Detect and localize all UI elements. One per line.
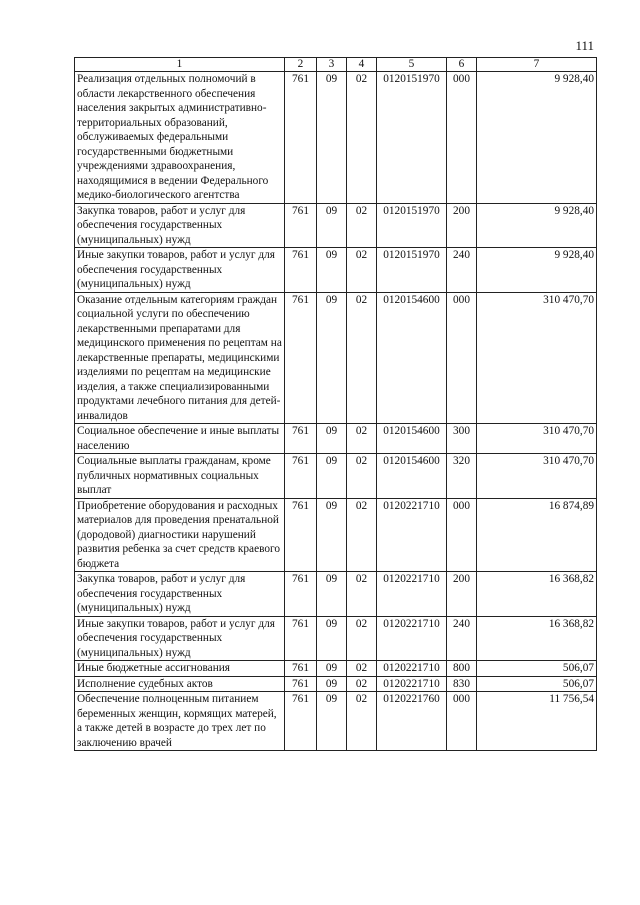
row-name: Социальные выплаты гражданам, кроме публичных нормативных социальных выплат — [75, 454, 285, 499]
table-row — [75, 498, 597, 572]
row-admin-code: 761 — [285, 616, 317, 661]
row-section: 09 — [317, 661, 347, 677]
row-expense-type: 320 — [447, 454, 477, 499]
row-amount: 506,07 — [477, 661, 597, 677]
row-admin-code: 761 — [285, 424, 317, 454]
row-subsection: 02 — [347, 498, 377, 572]
table-row — [75, 424, 597, 454]
row-target-code: 0120221710 — [377, 661, 447, 677]
row-expense-type: 300 — [447, 424, 477, 454]
row-admin-code: 761 — [285, 203, 317, 248]
row-subsection: 02 — [347, 676, 377, 692]
header-col-2: 2 — [285, 58, 317, 72]
header-col-4: 4 — [347, 58, 377, 72]
row-target-code: 0120221710 — [377, 572, 447, 617]
row-admin-code: 761 — [285, 498, 317, 572]
row-target-code: 0120151970 — [377, 248, 447, 293]
row-target-code: 0120221760 — [377, 692, 447, 751]
row-admin-code: 761 — [285, 72, 317, 204]
row-section: 09 — [317, 572, 347, 617]
row-name: Закупка товаров, работ и услуг для обеспечения государственных (муниципальных) нужд — [75, 572, 285, 617]
row-admin-code: 761 — [285, 248, 317, 293]
row-section: 09 — [317, 616, 347, 661]
row-subsection: 02 — [347, 248, 377, 293]
row-admin-code: 761 — [285, 292, 317, 424]
row-expense-type: 000 — [447, 72, 477, 204]
table-row — [75, 203, 597, 248]
header-col-3: 3 — [317, 58, 347, 72]
row-target-code: 0120154600 — [377, 454, 447, 499]
row-amount: 9 928,40 — [477, 248, 597, 293]
table-row — [75, 661, 597, 677]
row-subsection: 02 — [347, 692, 377, 751]
row-target-code: 0120221710 — [377, 616, 447, 661]
table-row — [75, 616, 597, 661]
table-row — [75, 676, 597, 692]
row-target-code: 0120154600 — [377, 424, 447, 454]
table-row — [75, 72, 597, 204]
table-row — [75, 572, 597, 617]
row-subsection: 02 — [347, 424, 377, 454]
row-name: Исполнение судебных актов — [75, 676, 285, 692]
row-amount: 9 928,40 — [477, 203, 597, 248]
row-name: Иные закупки товаров, работ и услуг для обеспечения государственных (муниципальных) нужд — [75, 616, 285, 661]
row-target-code: 0120151970 — [377, 72, 447, 204]
row-section: 09 — [317, 454, 347, 499]
row-amount: 16 368,82 — [477, 572, 597, 617]
budget-table — [74, 57, 597, 751]
page-number: 111 — [575, 38, 594, 53]
row-subsection: 02 — [347, 72, 377, 204]
row-expense-type: 240 — [447, 616, 477, 661]
row-name: Оказание отдельным категориям граждан социальной услуги по обеспечению лекарственными препаратами для медицинского применения по рецептам на лекарственные препараты, медицинскими изделиями по рецептам на медицинские изделия, а также специализированными продуктами лечебного питания для детей-инвалидов — [75, 292, 285, 424]
row-amount: 310 470,70 — [477, 454, 597, 499]
row-subsection: 02 — [347, 572, 377, 617]
row-name: Приобретение оборудования и расходных материалов для проведения пренатальной (дородовой) диагностики нарушений развития ребенка за счет средств краевого бюджета — [75, 498, 285, 572]
row-amount: 9 928,40 — [477, 72, 597, 204]
row-section: 09 — [317, 676, 347, 692]
row-section: 09 — [317, 692, 347, 751]
row-target-code: 0120221710 — [377, 676, 447, 692]
row-target-code: 0120154600 — [377, 292, 447, 424]
row-name: Иные закупки товаров, работ и услуг для обеспечения государственных (муниципальных) нужд — [75, 248, 285, 293]
row-expense-type: 240 — [447, 248, 477, 293]
row-subsection: 02 — [347, 454, 377, 499]
row-section: 09 — [317, 72, 347, 204]
row-admin-code: 761 — [285, 692, 317, 751]
table-row — [75, 292, 597, 424]
row-expense-type: 000 — [447, 292, 477, 424]
row-name: Иные бюджетные ассигнования — [75, 661, 285, 677]
row-target-code: 0120151970 — [377, 203, 447, 248]
row-amount: 310 470,70 — [477, 292, 597, 424]
row-expense-type: 200 — [447, 203, 477, 248]
row-name: Социальное обеспечение и иные выплаты населению — [75, 424, 285, 454]
table-row — [75, 454, 597, 499]
table-row — [75, 248, 597, 293]
row-amount: 16 368,82 — [477, 616, 597, 661]
row-expense-type: 800 — [447, 661, 477, 677]
row-admin-code: 761 — [285, 676, 317, 692]
row-name: Обеспечение полноценным питанием беременных женщин, кормящих матерей, а также детей в возрасте до трех лет по заключению врачей — [75, 692, 285, 751]
row-section: 09 — [317, 203, 347, 248]
row-admin-code: 761 — [285, 454, 317, 499]
row-amount: 310 470,70 — [477, 424, 597, 454]
row-expense-type: 000 — [447, 498, 477, 572]
row-subsection: 02 — [347, 661, 377, 677]
row-expense-type: 200 — [447, 572, 477, 617]
row-admin-code: 761 — [285, 661, 317, 677]
row-subsection: 02 — [347, 203, 377, 248]
row-expense-type: 830 — [447, 676, 477, 692]
table-row — [75, 692, 597, 751]
header-col-1: 1 — [75, 58, 285, 72]
row-section: 09 — [317, 498, 347, 572]
header-row — [75, 58, 597, 72]
row-admin-code: 761 — [285, 572, 317, 617]
row-subsection: 02 — [347, 292, 377, 424]
header-col-7: 7 — [477, 58, 597, 72]
row-name: Закупка товаров, работ и услуг для обеспечения государственных (муниципальных) нужд — [75, 203, 285, 248]
row-section: 09 — [317, 248, 347, 293]
row-amount: 16 874,89 — [477, 498, 597, 572]
header-col-5: 5 — [377, 58, 447, 72]
row-amount: 506,07 — [477, 676, 597, 692]
header-col-6: 6 — [447, 58, 477, 72]
row-target-code: 0120221710 — [377, 498, 447, 572]
row-section: 09 — [317, 292, 347, 424]
row-expense-type: 000 — [447, 692, 477, 751]
row-subsection: 02 — [347, 616, 377, 661]
row-amount: 11 756,54 — [477, 692, 597, 751]
row-name: Реализация отдельных полномочий в области лекарственного обеспечения населения закрытых административно-территориальных образований, обслуживаемых федеральными государственными бюджетными учреждениями здравоохранения, находящимися в ведении Федерального медико-биологического агентства — [75, 72, 285, 204]
row-section: 09 — [317, 424, 347, 454]
